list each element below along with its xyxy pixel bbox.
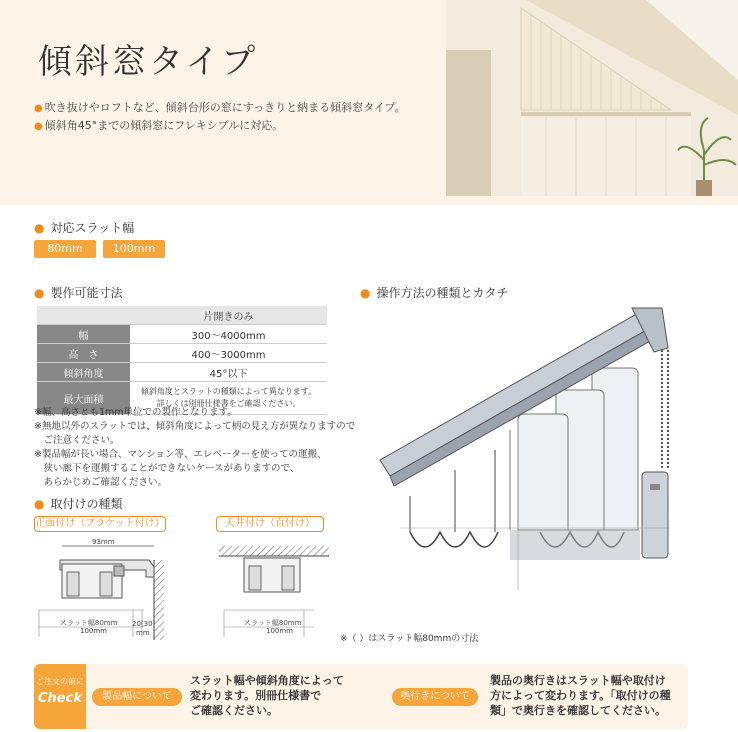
size-notes: ※幅、高さとも1mm単位での製作となります。 ※無地以外のスラットでは、傾斜角度によって柄の見え方が異なりますので ご注意ください。 ※製品幅が長い場合、マンション等、エレベーターを使っての運搬、 狭い廊下を運搬することができないケースがありますので、 あらかじめご確認ください。 xyxy=(34,407,356,488)
page-title: 傾斜窓タイプ xyxy=(38,42,259,82)
table-row: 最大面積 傾斜角度とスラットの種類によって異なります。 詳しくは別冊仕様書をご確認ください。 xyxy=(37,382,327,415)
product-width-text: スラット幅や傾斜角度によって 変わります。別冊仕様書で ご確認ください。 xyxy=(190,674,344,717)
size-heading: ● 製作可能寸法 xyxy=(34,286,123,300)
table-row: 高 さ 400〜3000mm xyxy=(37,344,327,363)
ceiling-slat80: スラット幅80mm xyxy=(244,619,302,627)
front-dim-top: 93mm xyxy=(92,538,115,546)
slat-option-80: 80mm xyxy=(34,240,96,258)
front-side-unit: mm xyxy=(136,629,150,637)
ceiling-mount-tag: 天井付け（直付け） xyxy=(216,516,324,532)
size-table xyxy=(37,306,327,415)
table-corner xyxy=(37,306,130,325)
mount-heading: ● 取付けの種類 xyxy=(34,497,123,511)
feature-bullet: ● 傾斜角45°までの傾斜窓にフレキシブルに対応。 xyxy=(34,117,283,133)
depth-text: 製品の奥行きはスラット幅や取付け 方によって変わります。「取付けの種 類」で奥行きを確認してください。 xyxy=(490,674,671,717)
product-width-tag: 製品幅について xyxy=(92,688,182,706)
table-row: 傾斜角度 45°以下 xyxy=(37,363,327,382)
room-photo xyxy=(446,0,738,196)
depth-tag: 奥行きについて xyxy=(392,688,478,706)
front-mount-tag: 正面付け（ブラケット付け） xyxy=(34,516,166,532)
operation-heading: ● 操作方法の種類とカタチ xyxy=(360,286,509,300)
mount-footnote: ※（ ）はスラット幅80mmの寸法 xyxy=(340,634,479,644)
slat-option-100: 100mm xyxy=(103,240,165,258)
check-badge: ご注文の前に Check xyxy=(34,664,86,729)
front-slat80: スラット幅80mm xyxy=(60,619,118,627)
table-row: 幅 300〜4000mm xyxy=(37,325,327,344)
front-slat100: 100mm xyxy=(80,627,107,635)
slat-heading: ● 対応スラット幅 xyxy=(34,221,135,235)
front-side-dim: 20(30) xyxy=(132,620,156,628)
feature-bullet: ● 吹き抜けやロフトなど、傾斜台形の窓にすっきりと納まる傾斜窓タイプ。 xyxy=(34,99,406,115)
operation-diagram xyxy=(370,300,686,590)
ceiling-slat100: 100mm xyxy=(266,627,293,635)
table-column-header: 片開きのみ xyxy=(130,306,327,325)
